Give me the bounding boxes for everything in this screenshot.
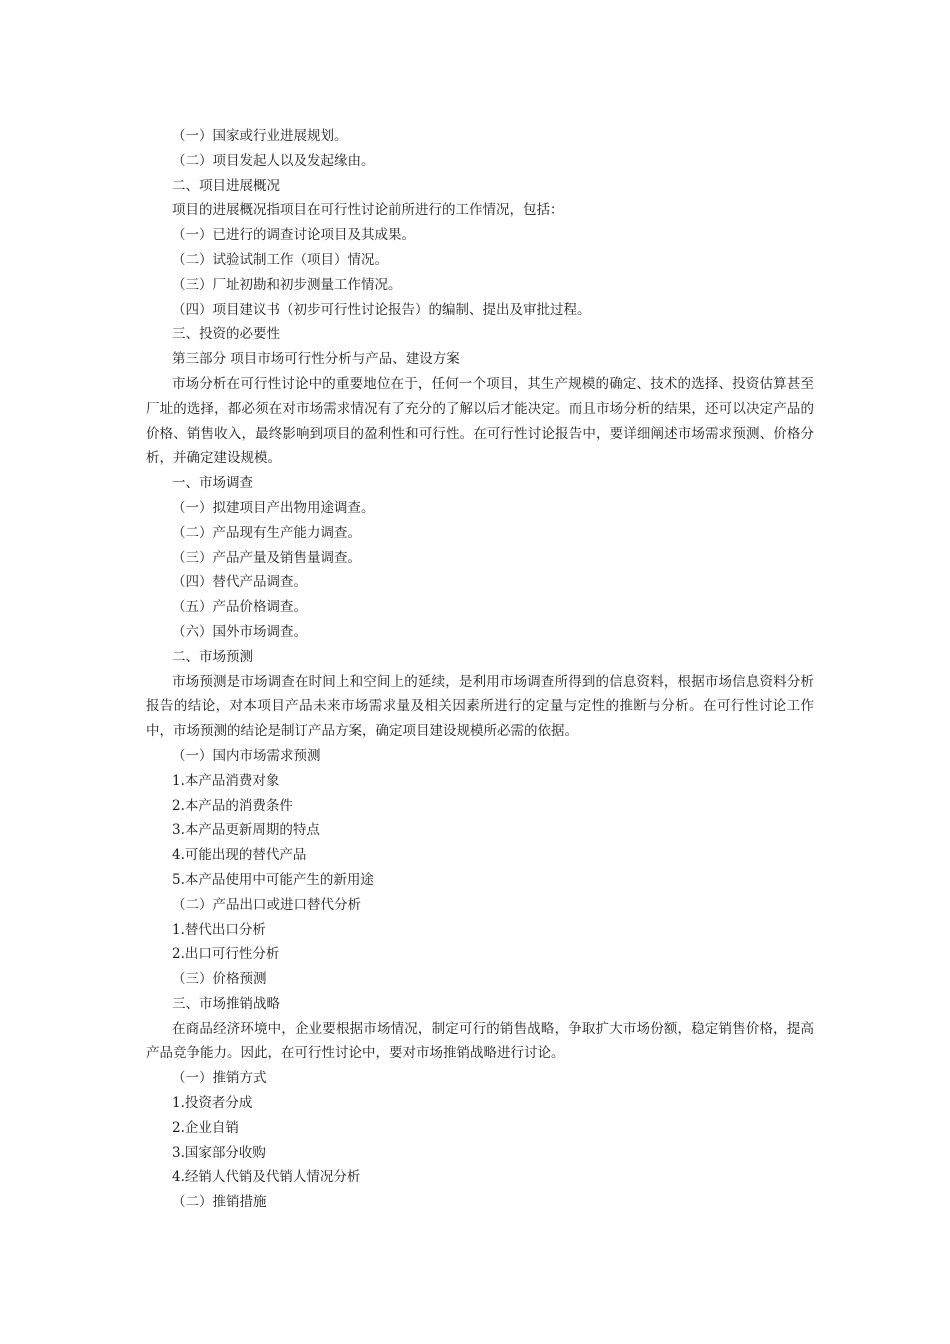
text-line: 二、项目进展概况	[172, 177, 280, 194]
text-line: 5.本产品使用中可能产生的新用途	[172, 871, 374, 888]
text-line: （二）推销措施	[172, 1194, 267, 1211]
text-line: （一）国家或行业进展规划。	[172, 128, 348, 144]
text-line: （三）产品产量及销售量调查。	[172, 549, 361, 566]
text-line: 4.可能出现的替代产品	[172, 847, 307, 864]
text-line: 4.经销人代销及代销人情况分析	[172, 1169, 361, 1186]
text-line: 项目的进展概况指项目在可行性讨论前所进行的工作情况，包括：	[172, 202, 564, 219]
text-line: 2.本产品的消费条件	[172, 797, 293, 814]
text-line: （一）已进行的调查讨论项目及其成果。	[172, 227, 415, 244]
body-paragraph: 在商品经济环境中，企业要根据市场情况，制定可行的销售战略，争取扩大市场份额，稳定销售价格，提高产品竞争能力。因此，在可行性讨论中，要对市场推销战略进行讨论。	[146, 1020, 814, 1062]
body-paragraph: 市场分析在可行性讨论中的重要地位在于，任何一个项目，其生产规模的确定、技术的选择、投资估算甚至厂址的选择，都必须在对市场需求情况有了充分的了解以后才能决定。而且市场分析的结果，还可以决定产品的价格、销售收入，最终影响到项目的盈利性和可行性。在可行性讨论报告中，要详细阐述市场需求预测、价格分析，并确定建设规模。	[146, 375, 814, 467]
text-line: 第三部分 项目市场可行性分析与产品、建设方案	[172, 351, 460, 368]
text-line: 1.本产品消费对象	[172, 772, 280, 789]
text-line: 二、市场预测	[172, 648, 253, 665]
text-line: 2.出口可行性分析	[172, 946, 280, 963]
text-line: （二）试验试制工作（项目）情况。	[172, 251, 388, 268]
text-line: 一、市场调查	[172, 475, 253, 492]
text-line: （一）推销方式	[172, 1070, 267, 1087]
text-line: 3.本产品更新周期的特点	[172, 822, 320, 839]
text-line: （一）国内市场需求预测	[172, 747, 321, 764]
text-line: （四）项目建议书（初步可行性讨论报告）的编制、提出及审批过程。	[172, 301, 591, 318]
text-line: （四）替代产品调查。	[172, 574, 307, 591]
text-line: 三、市场推销战略	[172, 995, 280, 1012]
text-line: （三）厂址初勘和初步测量工作情况。	[172, 276, 402, 293]
text-line: （三）价格预测	[172, 971, 267, 988]
text-line: （一）拟建项目产出物用途调查。	[172, 499, 375, 516]
text-line: 1.投资者分成	[172, 1095, 253, 1112]
text-line: 三、投资的必要性	[172, 326, 280, 343]
text-line: 2.企业自销	[172, 1119, 239, 1136]
body-paragraph: 市场预测是市场调查在时间上和空间上的延续，是利用市场调查所得到的信息资料，根据市场信息资料分析报告的结论，对本项目产品未来市场需求量及相关因素所进行的定量与定性的推断与分析。在可行性讨论工作中，市场预测的结论是制订产品方案，确定项目建设规模所必需的依据。	[146, 673, 814, 740]
text-line: （二）产品出口或进口替代分析	[172, 896, 361, 913]
text-line: （二）项目发起人以及发起缘由。	[172, 152, 375, 169]
document-body	[146, 124, 814, 1215]
text-line: （二）产品现有生产能力调查。	[172, 524, 361, 541]
text-line: （六）国外市场调查。	[172, 623, 307, 640]
text-line: 1.替代出口分析	[172, 921, 266, 938]
text-line: 3.国家部分收购	[172, 1144, 266, 1161]
text-line: （五）产品价格调查。	[172, 599, 307, 616]
